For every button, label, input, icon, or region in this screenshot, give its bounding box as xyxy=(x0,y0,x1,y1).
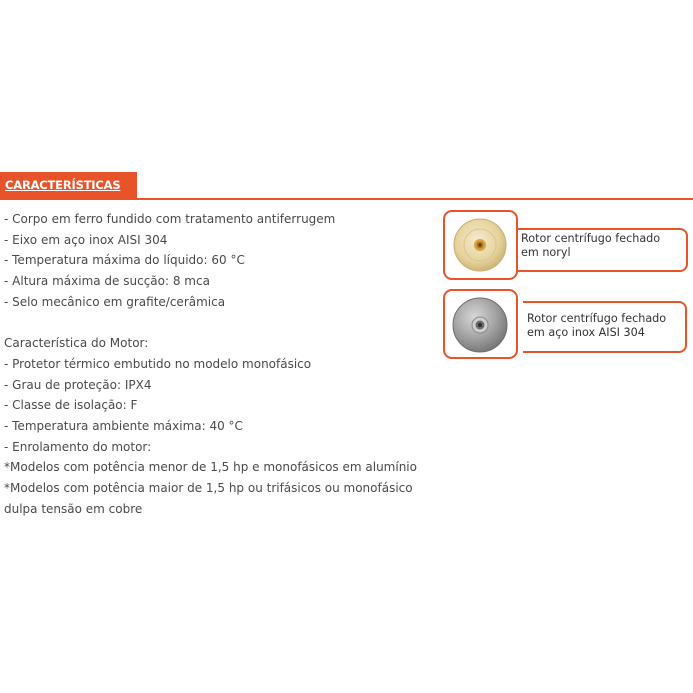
motor-spec-line: dulpa tensão em cobre xyxy=(4,501,143,516)
rotor-caption-line: Rotor centrífugo fechado xyxy=(521,232,661,245)
section-tab[interactable] xyxy=(0,172,137,199)
section-title[interactable]: CARACTERÍSTICAS xyxy=(5,178,121,192)
motor-spec-line: - Enrolamento do motor: xyxy=(4,439,152,454)
rotor-card-noryl xyxy=(443,210,693,280)
motor-spec-line: - Grau de proteção: IPX4 xyxy=(4,377,152,392)
motor-spec-line: *Modelos com potência menor de 1,5 hp e monofásicos em alumínio xyxy=(4,460,417,475)
specs-list xyxy=(4,209,424,520)
rotor-noryl-image-frame xyxy=(443,210,518,280)
rotor-noryl-caption-box xyxy=(516,228,688,272)
rotor-caption-line: em aço inox AISI 304 xyxy=(527,326,645,339)
rotor-inox-image xyxy=(449,293,512,355)
rotor-card-inox xyxy=(443,289,693,359)
motor-spec-line: - Classe de isolação: F xyxy=(4,398,138,413)
rotor-noryl-caption xyxy=(521,232,660,260)
rotor-caption-line: em noryl xyxy=(521,246,571,259)
motor-spec-line: *Modelos com potência maior de 1,5 hp ou trifásicos ou monofásico xyxy=(4,481,413,496)
spec-line: - Altura máxima de sucção: 8 mca xyxy=(4,274,210,289)
rotor-noryl-image xyxy=(449,214,512,276)
spec-line: - Eixo em aço inox AISI 304 xyxy=(4,232,168,247)
motor-heading: Característica do Motor: xyxy=(4,336,149,351)
motor-spec-line: - Protetor térmico embutido no modelo monofásico xyxy=(4,356,312,371)
spec-line: - Corpo em ferro fundido com tratamento antiferrugem xyxy=(4,212,336,226)
section-divider xyxy=(0,198,693,200)
spacer xyxy=(4,313,424,334)
spec-line: - Temperatura máxima do líquido: 60 °C xyxy=(4,253,245,268)
rotor-inox-caption xyxy=(527,312,666,340)
rotor-caption-line: Rotor centrífugo fechado xyxy=(527,312,667,325)
rotor-inox-caption-box xyxy=(523,301,687,353)
spec-line: - Selo mecânico em grafite/cerâmica xyxy=(4,294,226,309)
motor-spec-line: - Temperatura ambiente máxima: 40 °C xyxy=(4,419,243,434)
rotor-inox-image-frame xyxy=(443,289,518,359)
